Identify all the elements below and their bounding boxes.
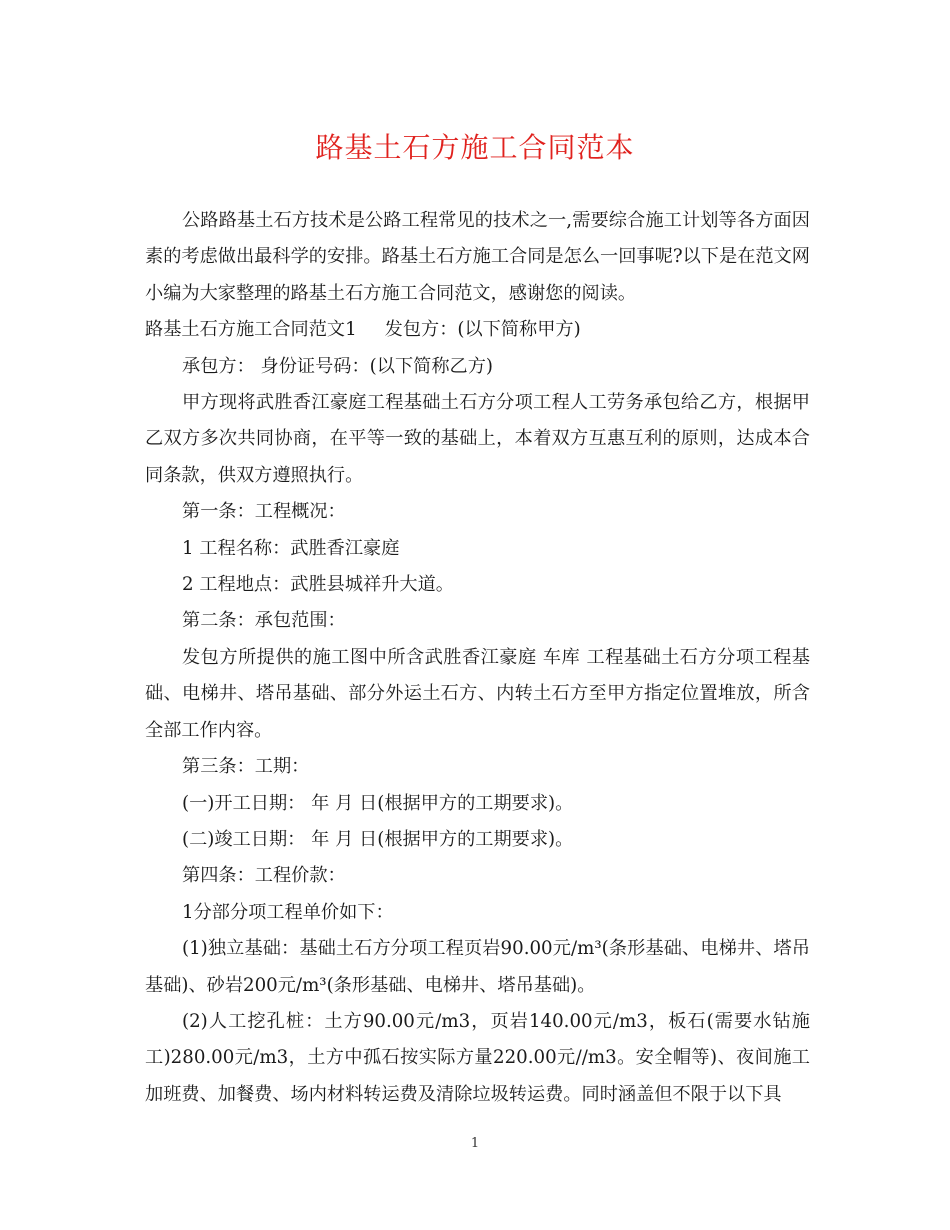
- agreement-paragraph: 甲方现将武胜香江豪庭工程基础土石方分项工程人工劳务承包给乙方，根据甲乙双方多次共同协商，在平等一致的基础上，本着双方互惠互利的原则，达成本合同条款，供双方遵照执行。: [145, 392, 810, 486]
- completion-date-line: (二)竣工日期： 年 月 日(根据甲方的工期要求)。: [182, 828, 574, 850]
- document-title: 路基土石方施工合同范本: [315, 131, 635, 164]
- article-4-heading: 第四条：工程价款：: [182, 865, 346, 887]
- scope-paragraph: 发包方所提供的施工图中所含武胜香江豪庭 车库 工程基础土石方分项工程基础、电梯井、塔吊基础、部分外运土石方、内转土石方至甲方指定位置堆放，所含全部工作内容。: [145, 646, 810, 741]
- employer-label: 发包方：(以下简称甲方): [384, 319, 581, 341]
- article-3-heading: 第三条：工期：: [182, 756, 310, 778]
- article-1-heading: 第一条：工程概况：: [182, 501, 346, 523]
- contract-heading-line: [145, 312, 810, 348]
- intro-paragraph: 公路路基土石方技术是公路工程常见的技术之一,需要综合施工计划等各方面因素的考虑做出最科学的安排。路基土石方施工合同是怎么一回事呢?以下是在范文网小编为大家整理的路基土石方施工合同范文，感谢您的阅读。: [145, 210, 810, 304]
- article-2-heading: 第二条：承包范围：: [182, 610, 346, 632]
- project-name-line: 1 工程名称：武胜香江豪庭: [182, 537, 400, 559]
- contractor-line: 承包方： 身份证号码：(以下简称乙方): [182, 355, 493, 377]
- project-location-line: 2 工程地点：武胜县城祥升大道。: [182, 574, 454, 596]
- start-date-line: (一)开工日期： 年 月 日(根据甲方的工期要求)。: [182, 792, 574, 814]
- manual-pile-price: (2)人工挖孔桩：土方90.00元/m3，页岩140.00元/m3，板石(需要水钻施工)280.00元/m3，土方中孤石按实际方量220.00元//m3。安全帽等)、夜间施工加班费、加餐费、场内材料转运费及清除垃圾转运费。同时涵盖但不限于以下具: [145, 1010, 810, 1105]
- independent-foundation-price: (1)独立基础：基础土石方分项工程页岩90.00元/m³(条形基础、电梯井、塔吊基础)、砂岩200元/m³(条形基础、电梯井、塔吊基础)。: [145, 938, 810, 996]
- unit-price-heading: 1分部分项工程单价如下：: [182, 901, 394, 923]
- contract-sample-label: 路基土石方施工合同范文1: [145, 319, 357, 341]
- page-number: 1: [470, 1136, 480, 1151]
- document-body: [145, 203, 810, 1113]
